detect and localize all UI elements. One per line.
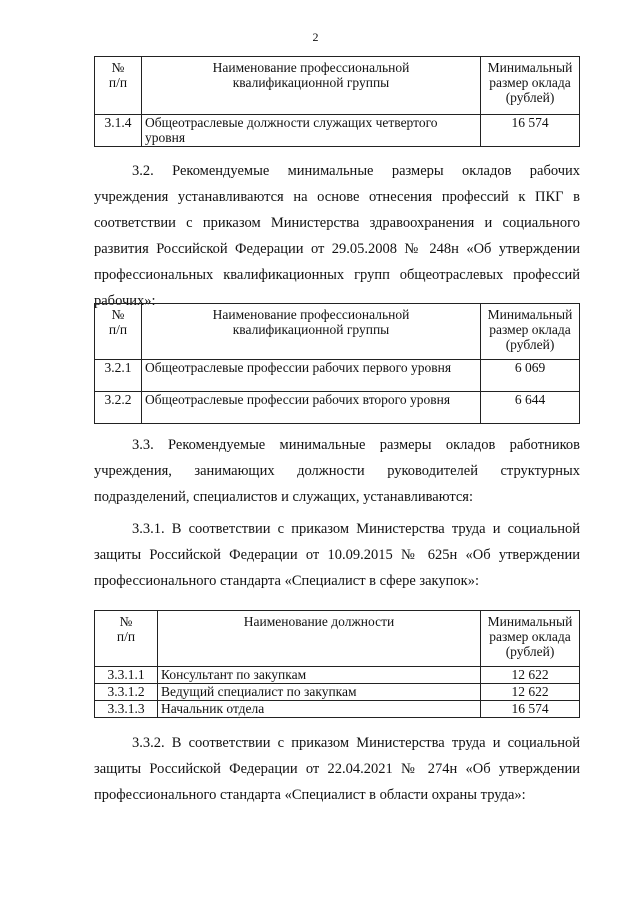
row-salary: 16 574 <box>481 701 580 718</box>
row-name: Начальник отдела <box>158 701 481 718</box>
row-num: 3.2.2 <box>95 392 142 424</box>
paragraph-3-3 <box>94 432 580 510</box>
row-name: Общеотраслевые профессии рабочих второго уровня <box>142 392 481 424</box>
header-salary: Минимальный размер оклада (рублей) <box>481 304 580 360</box>
row-salary: 6 069 <box>481 360 580 392</box>
page-number: 2 <box>312 30 319 44</box>
row-name: Общеотраслевые профессии рабочих первого уровня <box>142 360 481 392</box>
paragraph-3-3-1-text: 3.3.1. В соответствии с приказом Министерства труда и социальной защиты Российской Федерации от 10.09.2015 № 625н «Об утверждении профессионального стандарта «Специалист в сфере закупок»: <box>94 521 580 589</box>
row-name: Консультант по закупкам <box>158 667 481 684</box>
row-num: 3.3.1.3 <box>95 701 158 718</box>
row-num: 3.3.1.1 <box>95 667 158 684</box>
paragraph-3-3-text: 3.3. Рекомендуемые минимальные размеры окладов работников учреждения, занимающих должности руководителей структурных подразделений, специалистов и служащих, устанавливаются: <box>94 437 580 505</box>
table-row <box>95 684 580 701</box>
header-salary: Минимальный размер оклада (рублей) <box>481 57 580 115</box>
table-header-row <box>95 611 580 667</box>
paragraph-3-2 <box>94 158 580 314</box>
row-salary: 12 622 <box>481 667 580 684</box>
table-row <box>95 115 580 147</box>
paragraph-3-2-text: 3.2. Рекомендуемые минимальные размеры окладов рабочих учреждения устанавливаются на основе отнесения профессий к ПКГ в соответствии с приказом Министерства здравоохранения и социального развития Российской Федерации от 29.05.2008 № 248н «Об утверждении профессиональных квалификационных групп общеотраслевых профессий рабочих»: <box>94 163 580 309</box>
row-salary: 12 622 <box>481 684 580 701</box>
table-2 <box>94 303 580 424</box>
paragraph-3-3-1 <box>94 516 580 594</box>
table-row <box>95 392 580 424</box>
table-header-row <box>95 57 580 115</box>
header-num: № п/п <box>95 57 142 115</box>
row-name: Общеотраслевые должности служащих четвертого уровня <box>142 115 481 147</box>
row-name: Ведущий специалист по закупкам <box>158 684 481 701</box>
row-salary: 16 574 <box>481 115 580 147</box>
table-3 <box>94 610 580 718</box>
row-num: 3.2.1 <box>95 360 142 392</box>
header-group: Наименование профессиональной квалификационной группы <box>142 57 481 115</box>
table-1 <box>94 56 580 147</box>
header-salary: Минимальный размер оклада (рублей) <box>481 611 580 667</box>
table-header-row <box>95 304 580 360</box>
table-row <box>95 701 580 718</box>
table-row <box>95 667 580 684</box>
header-num: № п/п <box>95 304 142 360</box>
table-row <box>95 360 580 392</box>
row-num: 3.3.1.2 <box>95 684 158 701</box>
header-group: Наименование профессиональной квалификационной группы <box>142 304 481 360</box>
paragraph-3-3-2-text: 3.3.2. В соответствии с приказом Министерства труда и социальной защиты Российской Федерации от 22.04.2021 № 274н «Об утверждении профессионального стандарта «Специалист в области охраны труда»: <box>94 735 580 803</box>
row-num: 3.1.4 <box>95 115 142 147</box>
header-position: Наименование должности <box>158 611 481 667</box>
paragraph-3-3-2 <box>94 730 580 808</box>
row-salary: 6 644 <box>481 392 580 424</box>
header-num: № п/п <box>95 611 158 667</box>
